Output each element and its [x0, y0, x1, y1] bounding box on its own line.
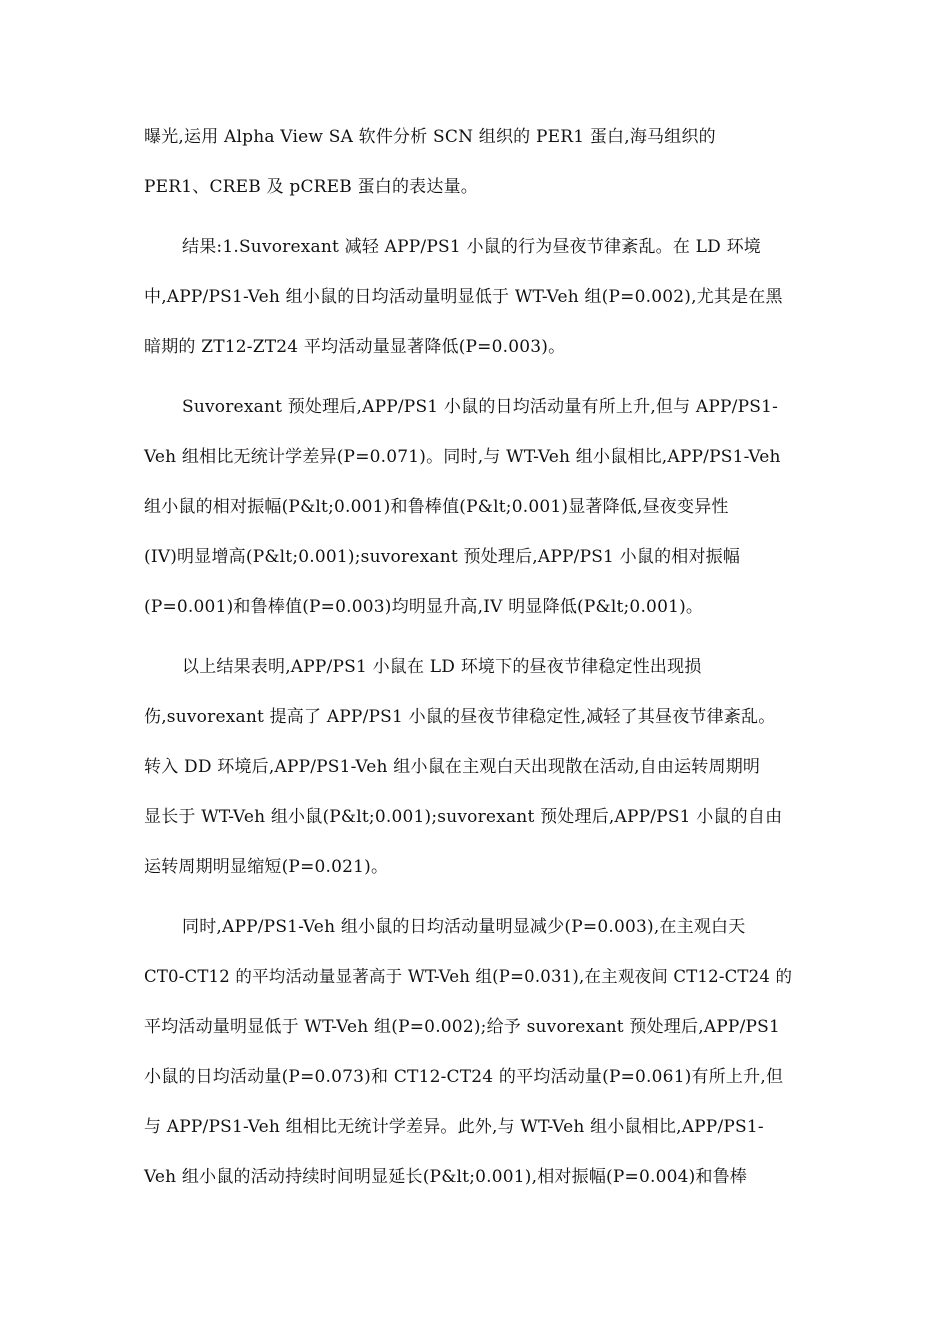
text-line: 曝光,运用 Alpha View SA 软件分析 SCN 组织的 PER1 蛋白,海马组织的	[144, 127, 716, 147]
text-line: CT0-CT12 的平均活动量显著高于 WT-Veh 组(P=0.031),在主观夜间 CT12-CT24 的	[144, 967, 793, 986]
text-line: 与 APP/PS1-Veh 组相比无统计学差异。此外,与 WT-Veh 组小鼠相比,APP/PS1-	[144, 1117, 764, 1137]
text-line: (IV)明显增高(P&lt;0.001);suvorexant 预处理后,APP/PS1 小鼠的相对振幅	[144, 547, 741, 567]
text-line: Veh 组相比无统计学差异(P=0.071)。同时,与 WT-Veh 组小鼠相比,APP/PS1-Veh	[144, 447, 781, 467]
text-line: 暗期的 ZT12-ZT24 平均活动量显著降低(P=0.003)。	[144, 337, 566, 357]
text-line: 平均活动量明显低于 WT-Veh 组(P=0.002);给予 suvorexant 预处理后,APP/PS1	[144, 1017, 780, 1037]
text-line: Suvorexant 预处理后,APP/PS1 小鼠的日均活动量有所上升,但与 APP/PS1-	[182, 397, 779, 417]
text-line: 中,APP/PS1-Veh 组小鼠的日均活动量明显低于 WT-Veh 组(P=0.002),尤其是在黑	[144, 287, 783, 307]
text-line: 转入 DD 环境后,APP/PS1-Veh 组小鼠在主观白天出现散在活动,自由运转周期明	[144, 757, 761, 777]
text-line: PER1、CREB 及 pCREB 蛋白的表达量。	[144, 177, 478, 197]
text-line: 小鼠的日均活动量(P=0.073)和 CT12-CT24 的平均活动量(P=0.061)有所上升,但	[144, 1067, 784, 1087]
text-line: 以上结果表明,APP/PS1 小鼠在 LD 环境下的昼夜节律稳定性出现损	[182, 657, 702, 677]
text-line: 伤,suvorexant 提高了 APP/PS1 小鼠的昼夜节律稳定性,减轻了其昼夜节律紊乱。	[144, 707, 776, 727]
text-line: 同时,APP/PS1-Veh 组小鼠的日均活动量明显减少(P=0.003),在主观白天	[182, 917, 746, 937]
text-line: 显长于 WT-Veh 组小鼠(P&lt;0.001);suvorexant 预处理后,APP/PS1 小鼠的自由	[144, 807, 783, 827]
text-line: (P=0.001)和鲁棒值(P=0.003)均明显升高,IV 明显降低(P&lt;0.001)。	[144, 597, 704, 617]
text-line: 运转周期明显缩短(P=0.021)。	[144, 857, 389, 877]
text-line: 结果:1.Suvorexant 减轻 APP/PS1 小鼠的行为昼夜节律紊乱。在 LD 环境	[182, 237, 761, 257]
text-line: 组小鼠的相对振幅(P&lt;0.001)和鲁棒值(P&lt;0.001)显著降低,昼夜变异性	[144, 497, 729, 517]
text-line: Veh 组小鼠的活动持续时间明显延长(P&lt;0.001),相对振幅(P=0.004)和鲁棒	[144, 1167, 748, 1187]
